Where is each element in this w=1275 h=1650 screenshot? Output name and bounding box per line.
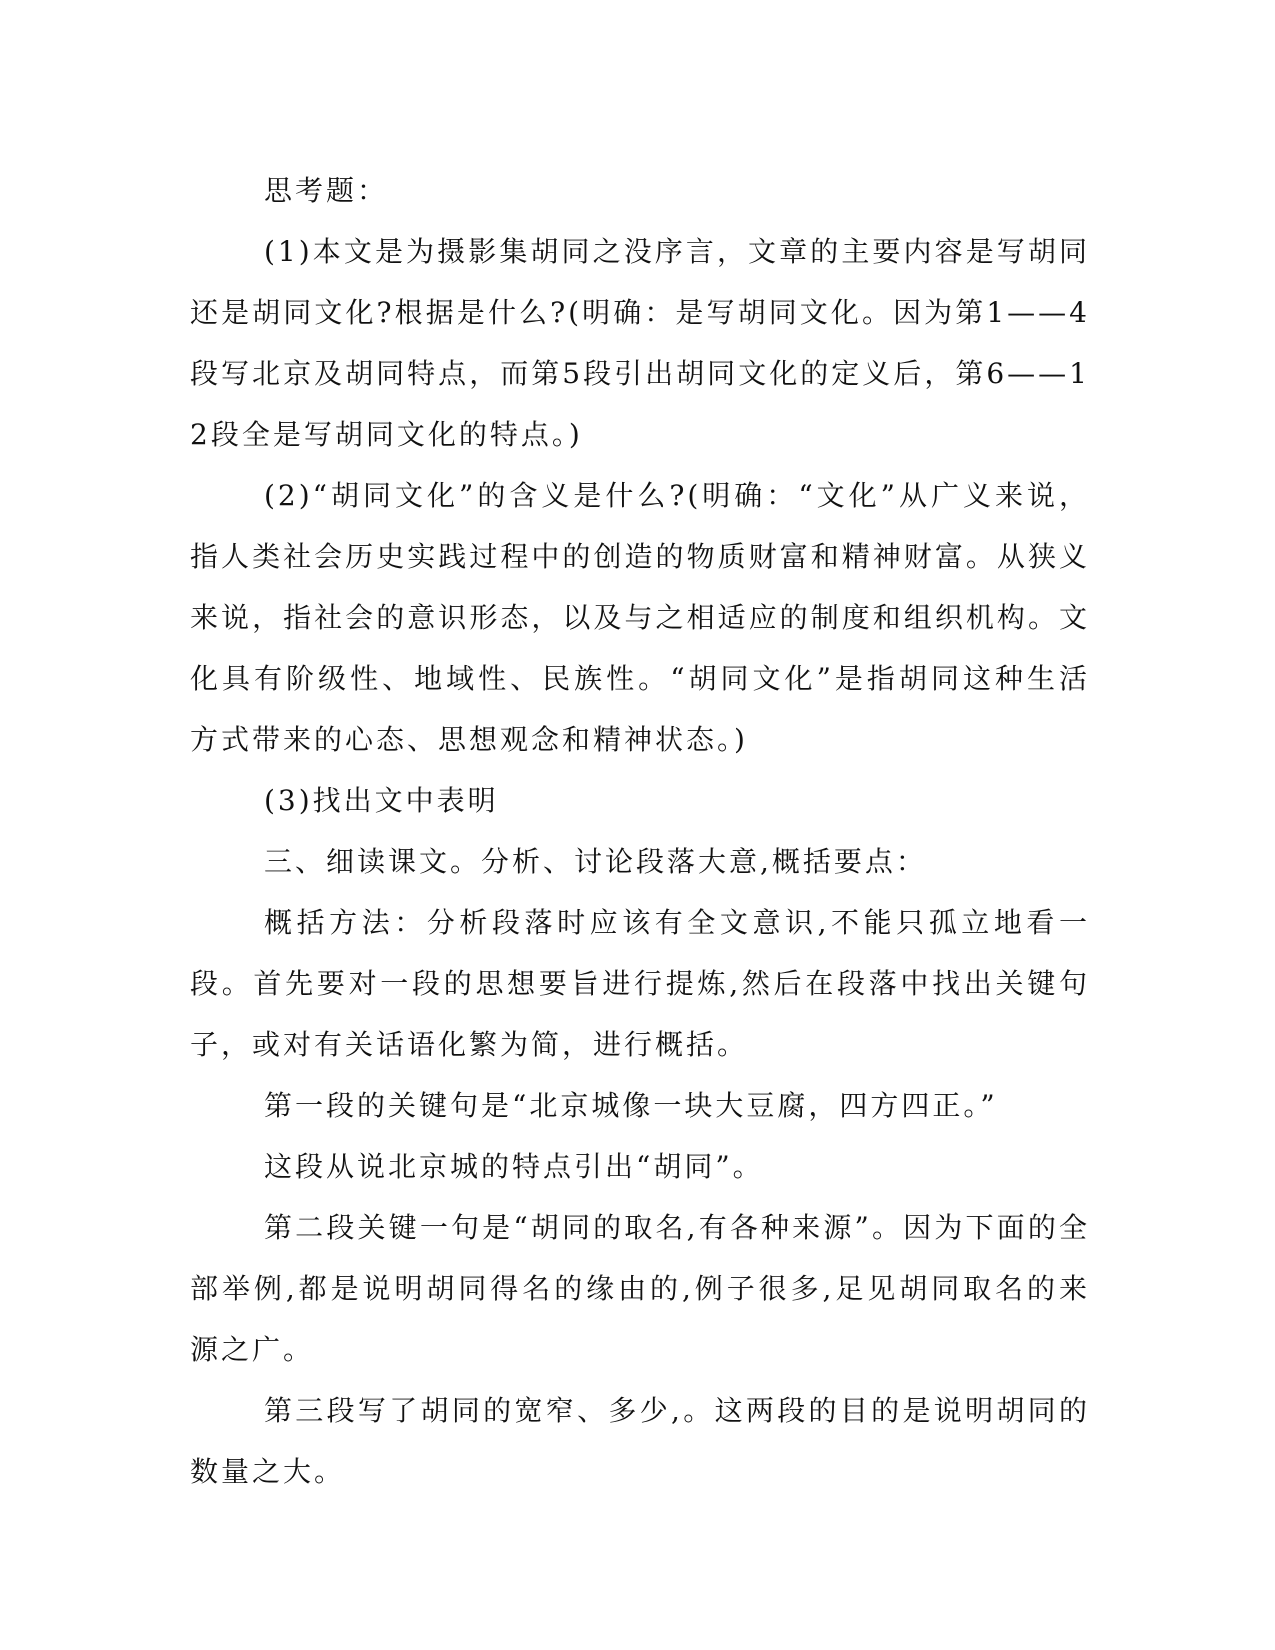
question-2-paragraph: (2)“胡同文化”的含义是什么?(明确：“文化”从广义来说，指人类社会历史实践过程中的创造的物质财富和精神财富。从狭义来说，指社会的意识形态，以及与之相适应的制度和组织机构。文化具有阶级性、地域性、民族性。“胡同文化”是指胡同这种生活方式带来的心态、思想观念和精神状态。) (190, 479, 1090, 756)
paragraph-three-analysis: 第三段写了胡同的宽窄、多少,。这两段的目的是说明胡同的数量之大。 (190, 1394, 1090, 1488)
paragraph-one-key-sentence: 第一段的关键句是“北京城像一块大豆腐，四方四正。” (264, 1089, 998, 1122)
question-1-paragraph: (1)本文是为摄影集胡同之没序言，文章的主要内容是写胡同还是胡同文化?根据是什么?(明确：是写胡同文化。因为第1——4段写北京及胡同特点，而第5段引出胡同文化的定义后，第6——12段全是写胡同文化的特点。) (190, 235, 1090, 451)
heading-questions: 思考题： (264, 174, 389, 207)
paragraph-two-analysis: 第二段关键一句是“胡同的取名,有各种来源”。因为下面的全部举例,都是说明胡同得名的缘由的,例子很多,足见胡同取名的来源之广。 (190, 1211, 1090, 1366)
method-paragraph: 概括方法：分析段落时应该有全文意识,不能只孤立地看一段。首先要对一段的思想要旨进行提炼,然后在段落中找出关键句子，或对有关话语化繁为简，进行概括。 (190, 906, 1090, 1061)
section-three-heading: 三、细读课文。分析、讨论段落大意,概括要点： (264, 845, 927, 878)
question-3-paragraph: (3)找出文中表明 (264, 784, 499, 817)
document-body (190, 160, 1090, 1502)
paragraph-one-summary: 这段从说北京城的特点引出“胡同”。 (264, 1150, 764, 1183)
